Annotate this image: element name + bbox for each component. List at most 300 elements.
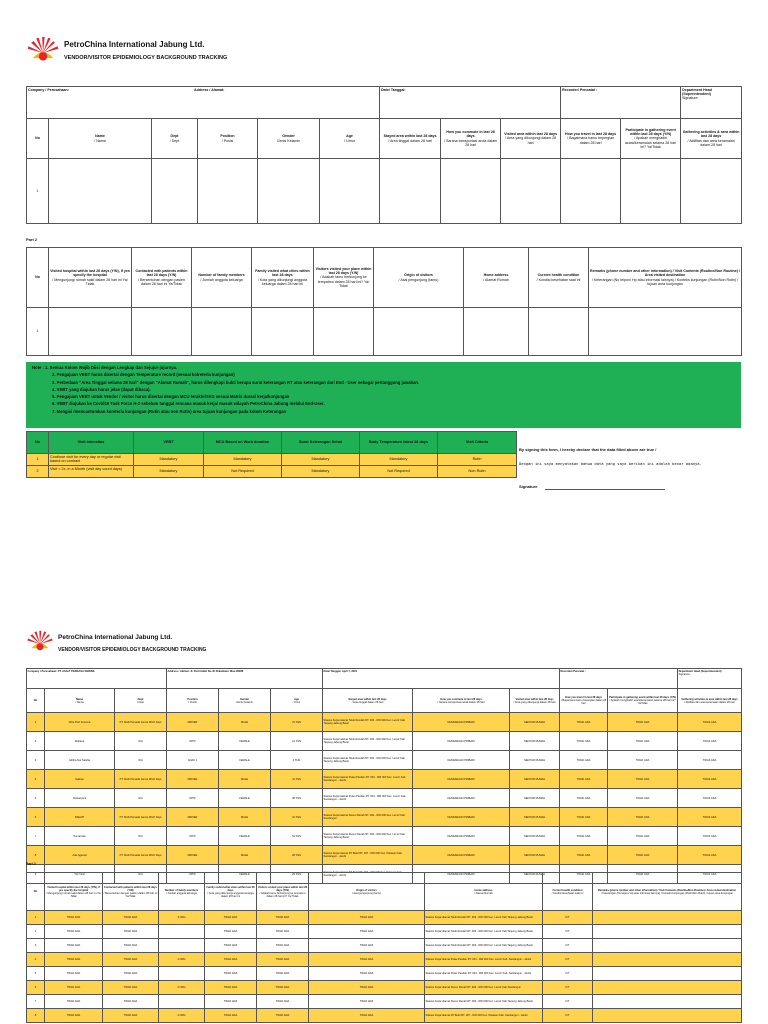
p2-cell-health[interactable] [529,308,589,356]
filled-p2-cell-fam[interactable]: 3 ORG [159,911,205,925]
filled-cell-name[interactable]: Aditha Nur Salsha [45,751,115,770]
filled-p2-cell-city[interactable]: TIDAK ADA [205,939,257,953]
filled-cell-gather[interactable]: TIDAK ADA [608,770,678,789]
filled-p2-cell-home[interactable]: Stasius Kerja/ alamat Pulau Pandan RT. 003 - RW 000 Kec. Lencir Kab. Sarolangun - Jambi [425,967,543,981]
part1-row [27,159,742,224]
filled-cell-age[interactable]: 41 THN [271,770,323,789]
filled-cell-commute[interactable]: KENDARAAN PRIBADI [413,865,510,884]
p1-cell-visit[interactable] [501,159,561,224]
filled-cell-dept[interactable]: N/A [115,789,167,808]
filled-p2-cell-health[interactable]: FIT [543,981,593,995]
p1-h-5: Age / Umur [320,119,380,159]
filled-cell-stay[interactable]: Stasius Kerja/ alamat Pulau Pandan RT. 003 - RW 000 Kec. Lencir Kab. Sarolangun - Jambi [323,770,413,789]
filled-cell-name[interactable]: Wira Putri Kusuma [45,713,115,732]
p2-address: Address / Alamat: Jl. Parit Indah No.45 Pekanbaru Riau 28288 [167,669,244,673]
filled-cell-pos[interactable]: IRTR [167,789,219,808]
filled-p2-cell-remarks[interactable] [593,1009,742,1023]
filled-cell-gather[interactable]: TIDAK ADA [608,751,678,770]
filled-cell-age[interactable]: 38 THN [271,789,323,808]
guide-h: Surat Keterangan Sehat [282,432,360,454]
filled-p2-cell-home[interactable]: Stasius Kerja/ alamat Teluk Rendah RT. 003 - RW 000 Kec. Lencir Kab Tanjung Jabung Barat [425,925,543,939]
filled-cell-pos[interactable]: IRTR [167,827,219,846]
filled-p2-cell-health[interactable]: FIT [543,953,593,967]
filled-cell-dept[interactable]: N/A [115,732,167,751]
filled-cell-age[interactable]: 31 THN [271,713,323,732]
note-line: Note : 1. Semua Kolom Wajib Diisi dengan Lengkap dan Sejujur-jujurnya. [32,365,178,370]
filled-p2-cell-visitors[interactable]: TIDAK ADA [257,995,309,1009]
filled-p2-cell-origin[interactable]: TIDAK ADA [309,981,425,995]
filled-cell-travel[interactable]: TIDAK ADA [560,846,608,865]
p2-h-5: Visitors visited your place within last 28 days (Y/N) / Adakah tamu berkunjung ke tempatmu dalam 28 hari ini? Ya/ Tidak [314,248,374,308]
fh2: Family visited what cities within last 28 days / Kota yang dikunjungi anggota keluarga dalam 28 hari ini [205,873,257,911]
filled-cell-stay[interactable]: Stasius Kerja/ alamat Teluk Rendah RT. 003 - RW 000 Kec. Lencir Kab Tanjung Jabung Barat [323,713,413,732]
filled-cell-age[interactable]: 21 THN [271,732,323,751]
note-line: 2. Pengajuan VEBT harus disertai dengan Temperature record (sesuai kolreteria kunjungan) [52,372,235,378]
filled-p2-cell-origin[interactable]: TIDAK ADA [309,967,425,981]
p1-cell-gender[interactable] [258,159,320,224]
filled-cell-no[interactable]: 9 [27,865,45,884]
filled-p2-row [27,981,742,995]
filled-cell-no[interactable]: 5 [27,789,45,808]
filled-cell-act[interactable]: TIDAK ADA [678,751,742,770]
p1-cell-travel[interactable] [561,159,621,224]
filled-cell-age[interactable]: 4 THN [271,751,323,770]
filled-p2-cell-contact[interactable]: TIDAK ADA [103,911,159,925]
filled-cell-gather[interactable]: TIDAK ADA [608,808,678,827]
filled-p2-cell-no[interactable]: 2 [27,925,45,939]
company-label: Company / Perusahaan: [28,88,69,92]
filled-cell-visit[interactable]: SEKITAR RUMAH [510,751,560,770]
filled-p2-cell-fam[interactable] [159,925,205,939]
filled-cell-gender[interactable]: FEMALE [219,865,271,884]
filled-p2-cell-no[interactable]: 5 [27,967,45,981]
fh2: Remarks (phone number and other information) / Visit Contents (Routine/Non Routine) / Area visited destination / Keterangan (No telpon/ Hp atau informasi lainnya) / Konteks kunjungan (Rutin/Non Rutin) / tujuan area kunjungan [593,873,742,911]
fh2: Current health condition / Kondisi kesehatan saat ini [543,873,593,911]
guide-row [27,454,517,466]
filled-p2-cell-remarks[interactable] [593,925,742,939]
filled-p2-cell-fam[interactable] [159,995,205,1009]
p1-cell-age[interactable] [320,159,380,224]
filled-cell-act[interactable]: TIDAK ADA [678,789,742,808]
filled-cell-no[interactable]: 6 [27,808,45,827]
filled-cell-travel[interactable]: TIDAK ADA [560,808,608,827]
filled-p2-cell-no[interactable]: 8 [27,1009,45,1023]
filled-p2-cell-remarks[interactable] [593,995,742,1009]
filled-cell-dept[interactable]: PT. Multi Persada Gemis MGO Dept [115,808,167,827]
filled-cell-travel[interactable]: TIDAK ADA [560,789,608,808]
p2-date-field[interactable] [323,669,560,689]
filled-cell-commute[interactable]: KENDARAAN PRIBADI [413,732,510,751]
notes-box [26,362,741,428]
filled-cell-travel[interactable]: TIDAK ADA [560,732,608,751]
p2-cell-visitors[interactable] [314,308,374,356]
filled-cell-visit[interactable]: SEKITAR RUMAH [510,808,560,827]
filled-p2-cell-fam[interactable] [159,939,205,953]
filled-cell-gather[interactable]: TIDAK ADA [608,732,678,751]
p1-cell-commute[interactable] [441,159,501,224]
p1-h-7: How you commute in last 28 days / Sarana transportasi anda dalam 28 hari [441,119,501,159]
filled-cell-commute[interactable]: KENDARAAN PRIBADI [413,827,510,846]
filled-p2-cell-no[interactable]: 7 [27,995,45,1009]
p2-cell-contact[interactable] [132,308,192,356]
filled-cell-gather[interactable]: TIDAK ADA [608,865,678,884]
filled-cell-gather[interactable]: TIDAK ADA [608,789,678,808]
filled-part1-table [26,668,742,884]
p2-h-1: Visited hospital within last 28 days (Y/N), if yes specify the hospital / Mengunjungi rumah sakit dalam 28 hari ini Ya/ Tidak [49,248,132,308]
guide-row [27,466,517,478]
filled-p2-cell-contact[interactable]: TIDAK ADA [103,981,159,995]
note-line: 5. Pengajuan VEBT untuk Vendor / visitor harus disertai dengan MCU terakhr/SKS sesuai Matrix durasi kerja/kunjungan [52,394,290,400]
fh2: Number of family members / Jumlah anggota keluarga [159,873,205,911]
filled-p2-row [27,1009,742,1023]
filled-p2-cell-remarks[interactable] [593,967,742,981]
filled-table-row [27,713,742,732]
p1-cell-name[interactable] [49,159,152,224]
filled-cell-travel[interactable]: TIDAK ADA [560,751,608,770]
filled-p2-cell-hosp[interactable]: TIDAK ADA [45,925,103,939]
declaration-en: By signing this form, I hereby declare that the data filled above are true / [519,447,657,452]
p2-dept-head: Department Head (Superintendent) [678,669,722,673]
filled-cell-gender[interactable]: MALE [219,713,271,732]
filled-cell-act[interactable]: TIDAK ADA [678,827,742,846]
guide-cell: Mandatory [360,454,438,466]
filled-cell-no[interactable]: 8 [27,846,45,865]
p2-date: Date/ Tanggal: April 7, 2021 [323,669,358,673]
filled-p2-cell-visitors[interactable]: TIDAK ADA [257,939,309,953]
filled-p2-cell-origin[interactable]: TIDAK ADA [309,925,425,939]
p2-cell-origin[interactable] [374,308,464,356]
p2-signature: Signature: [678,672,691,676]
filled-cell-pos[interactable]: IRTR [167,732,219,751]
note-line: 6. VEBT diajukan ke Covid19 Task Force H-2 sebelum tanggal rencana masuk kerja/ masuk wilayah PetroChina Jabung melalui End-User. [52,401,325,407]
p2-cell-cities[interactable] [252,308,314,356]
petrochina-logo-icon [26,36,60,70]
p1-cell-stay[interactable] [380,159,441,224]
filled-cell-visit[interactable]: SEKITAR RUMAH [510,789,560,808]
guide-h: No [27,432,49,454]
filled-p2-cell-remarks[interactable] [593,939,742,953]
filled-cell-age[interactable]: 51 THN [271,827,323,846]
filled-cell-gender[interactable]: MALE [219,770,271,789]
filled-cell-no[interactable]: 4 [27,770,45,789]
filled-p2-cell-home[interactable]: Stasius Kerja/ alamat Teluk Rendah RT. 003 - RW 000 Kec. Lencir Kab Tanjung Jabung Barat [425,911,543,925]
p1-h-8: Visited area within last 28 days / Area yang dikunjungi dalam 28 hari [501,119,561,159]
filled-cell-gender[interactable]: FEMALE [219,827,271,846]
p1-cell-gather[interactable] [621,159,681,224]
filled-cell-name[interactable]: Yuli Yanti [45,865,115,884]
guide-h: Visit Intensitas [49,432,134,454]
filled-cell-age[interactable]: 41 THN [271,808,323,827]
filled-p2-cell-no[interactable]: 1 [27,911,45,925]
guide-header-row [27,432,517,454]
filled-cell-stay[interactable]: Stasius Kerja/ alamat RT Bukit RT. 007 - RW 000 Kec. Pelawan Kab. Sarolangun - Jambi [323,846,413,865]
visit-guide-table [26,431,517,478]
filled-p2-cell-hosp[interactable]: TIDAK ADA [45,1009,103,1023]
filled-cell-visit[interactable]: SEKITAR RUMAH [510,827,560,846]
filled-p2-cell-origin[interactable]: TIDAK ADA [309,911,425,925]
filled-cell-no[interactable]: 3 [27,751,45,770]
filled-p2-cell-home[interactable]: Stasius Kerja/ alamat Dusun Renah RT. 004 - RW 000 Kec. Lencir Kab Sarolangun [425,981,543,995]
filled-cell-pos[interactable]: ANAK 1 [167,751,219,770]
filled-cell-travel[interactable]: TIDAK ADA [560,770,608,789]
filled-p2-cell-health[interactable]: FIT [543,1009,593,1023]
filled-table-row [27,751,742,770]
filled-p2-cell-home[interactable]: Stasius Kerja/ alamat Pulau Pandan RT. 003 - RW 000 Kec. Lencir Kab. Sarolangun - Jambi [425,953,543,967]
filled-cell-gender[interactable]: FEMALE [219,751,271,770]
filled-p2-cell-hosp[interactable]: TIDAK ADA [45,953,103,967]
guide-cell: 2 [27,466,49,478]
filled-cell-name[interactable]: RAHATI [45,808,115,827]
filled-cell-travel[interactable]: TIDAK ADA [560,827,608,846]
filled-cell-commute[interactable]: KENDARAAN PRIBADI [413,789,510,808]
filled-p2-cell-visitors[interactable]: TIDAK ADA [257,967,309,981]
filled-p2-cell-health[interactable]: FIT [543,939,593,953]
page1-header [26,36,227,70]
p2-cell-hospital[interactable] [49,308,132,356]
filled-cell-dept[interactable]: PT. Multi Persada Gemis MGO Dept [115,770,167,789]
filled-p2-cell-health[interactable]: FIT [543,995,593,1009]
filled-cell-no[interactable]: 7 [27,827,45,846]
p2-h-9: Remarks (phone number and other information) / Visit Contents (Routine/Non Routine) / Area visited destination / Keterangan (No telpon/ Hp atau informasi lainnya) / Konteks kunjungan (Rutin/Non Rutin) / tujuan area kunjungan [589,248,742,308]
filled-p2-cell-contact[interactable]: TIDAK ADA [103,925,159,939]
filled-header-row [27,689,742,713]
filled-p2-cell-visitors[interactable]: TIDAK ADA [257,953,309,967]
filled-p2-cell-visitors[interactable]: TIDAK ADA [257,911,309,925]
filled-p2-cell-city[interactable]: TIDAK ADA [205,925,257,939]
filled-cell-name[interactable]: Rustanyani [45,789,115,808]
filled-p2-cell-home[interactable]: Stasius Kerja/ alamat Dusun Renah RT. 004 - RW 000 Kec. Lencir Kab Tanjung Jabung Barat [425,995,543,1009]
filled-cell-name[interactable]: Sumarwati [45,827,115,846]
address-label: Address / Alamat: [194,88,225,92]
filled-p2-cell-city[interactable]: TIDAK ADA [205,981,257,995]
guide-cell: Visit < 2x, in a Month (visit day count days) [49,466,134,478]
filled-p2-cell-contact[interactable]: TIDAK ADA [103,1009,159,1023]
filled-table-row [27,808,742,827]
filled-cell-act[interactable]: TIDAK ADA [678,808,742,827]
filled-cell-stay[interactable]: Stasius Kerja/ alamat Dusun Renah RT. 004 - RW 000 Kec. Lencir Kab Sarolangun [323,808,413,827]
page2-header [26,630,206,658]
filled-cell-name[interactable]: Rukiana [45,732,115,751]
signature-label: Signature: [682,96,699,101]
filled-cell-dept[interactable]: N/A [115,827,167,846]
filled-cell-commute[interactable]: KENDARAAN PRIBADI [413,713,510,732]
guide-cell: Mandatory [134,454,204,466]
filled-cell-stay[interactable]: Stasius Kerja/ alamat Pulau Pandan RT. 003 - RW 000 Kec. Lencir Kab. Sarolangun - Jambi [323,789,413,808]
filled-cell-age[interactable]: 29 THN [271,865,323,884]
filled-cell-gender[interactable]: MALE [219,808,271,827]
fh: No [27,689,45,713]
filled-p2-cell-hosp[interactable]: TIDAK ADA [45,911,103,925]
filled-p2-cell-hosp[interactable]: TIDAK ADA [45,981,103,995]
filled-cell-gather[interactable]: TIDAK ADA [608,713,678,732]
filled-p2-cell-visitors[interactable]: TIDAK ADA [257,981,309,995]
p1-cell-dept[interactable] [152,159,198,224]
part2-label: Part 2 [26,237,38,242]
filled-p2-row [27,995,742,1009]
part2-header-row [27,248,742,308]
filled-p2-row [27,939,742,953]
company-name: PetroChina International Jabung Ltd. [58,634,173,641]
filled-p2-cell-origin[interactable]: TIDAK ADA [309,995,425,1009]
filled-p2-cell-no[interactable]: 6 [27,981,45,995]
filled-p2-cell-city[interactable]: TIDAK ADA [205,953,257,967]
filled-cell-commute[interactable]: KENDARAAN PRIBADI [413,751,510,770]
fh: Participate in gathering event within last 28 days (Y/N) / Apakah menghadiri acara/keramaian selama 28 hari ini? Ya/Tidak [608,689,678,713]
filled-p2-cell-origin[interactable]: TIDAK ADA [309,953,425,967]
fh2: Origin of visitors / Asal pengunjung (tamu) [309,873,425,911]
filled-p2-cell-remarks[interactable] [593,981,742,995]
filled-p2-cell-remarks[interactable] [593,953,742,967]
p2-recorder-field[interactable] [560,669,678,689]
filled-p2-cell-contact[interactable]: TIDAK ADA [103,953,159,967]
filled-cell-no[interactable]: 2 [27,732,45,751]
filled-p2-cell-fam[interactable]: 2 ORG [159,981,205,995]
fh: How you travel in last 28 days / Bagaimana kamu bepergian dalam 28 hari [560,689,608,713]
filled-cell-act[interactable]: TIDAK ADA [678,770,742,789]
filled-p2-cell-fam[interactable]: 2 ORG [159,1009,205,1023]
filled-cell-gender[interactable]: FEMALE [219,732,271,751]
filled-cell-stay[interactable]: Stasius Kerja/ alamat Dusun Renah RT. 004 - RW 000 Kec. Lencir Kab Tanjung Jabung Barat [323,827,413,846]
filled-cell-dept[interactable]: N/A [115,751,167,770]
filled-cell-name[interactable]: Sukiran [45,770,115,789]
filled-p2-cell-hosp[interactable]: TIDAK ADA [45,939,103,953]
filled-p2-cell-city[interactable]: TIDAK ADA [205,967,257,981]
filled-table-row [27,789,742,808]
filled-cell-dept[interactable]: PT. Multi Persada Gemis MGO Dept [115,846,167,865]
company-field[interactable] [27,87,380,119]
filled-p2-cell-hosp[interactable]: TIDAK ADA [45,967,103,981]
filled-cell-visit[interactable]: SEKITAR RUMAH [510,865,560,884]
filled-cell-act[interactable]: TIDAK ADA [678,732,742,751]
filled-cell-gather[interactable]: TIDAK ADA [608,846,678,865]
fh2: No [27,873,45,911]
filled-p2-cell-contact[interactable]: TIDAK ADA [103,995,159,1009]
filled-p2-cell-health[interactable]: FIT [543,967,593,981]
filled-cell-pos[interactable]: DRIVER [167,808,219,827]
filled-cell-pos[interactable]: DRIVER [167,713,219,732]
p2-h-3: Number of family members / Jumlah anggota keluarga [192,248,252,308]
filled-p2-row [27,953,742,967]
p2-cell-home[interactable] [464,308,529,356]
filled-cell-travel[interactable]: TIDAK ADA [560,713,608,732]
p1-h-3: Position / Posisi [198,119,258,159]
p2-company-field[interactable] [27,669,167,689]
p1-h-2: Dept / Dept [152,119,198,159]
fh: Gender /Jenis Kelamin [219,689,271,713]
filled-cell-pos[interactable]: DRIVER [167,846,219,865]
filled-cell-gender[interactable]: FEMALE [219,789,271,808]
p1-cell-position[interactable] [198,159,258,224]
fh2: Visitors visited your place within last 28 days (Y/N) / Adakah tamu berkunjung ke tempatmu dalam 28 hari ini? Ya/ Tidak [257,873,309,911]
filled-cell-act[interactable]: TIDAK ADA [678,865,742,884]
filled-cell-visit[interactable]: SEKITAR RUMAH [510,770,560,789]
filled-p2-cell-health[interactable]: FIT [543,911,593,925]
filled-cell-visit[interactable]: SEKITAR RUMAH [510,713,560,732]
filled-p2-cell-no[interactable]: 3 [27,939,45,953]
fh: Age / Umur [271,689,323,713]
filled-cell-travel[interactable]: TIDAK ADA [560,865,608,884]
date-label: Date/ Tanggal: [381,88,406,92]
fh: Gathering activities & area within last 28 days / Aktifitas dan area keramaian dalam 28 hari [678,689,742,713]
filled-cell-age[interactable]: 28 THN [271,846,323,865]
filled-p2-cell-city[interactable]: TIDAK ADA [205,995,257,1009]
guide-cell: Mandatory [282,454,360,466]
p2-address-field[interactable] [167,669,323,689]
p1-cell-activity[interactable] [681,159,742,224]
filled-p2-cell-remarks[interactable] [593,911,742,925]
filled-p2-cell-visitors[interactable]: TIDAK ADA [257,925,309,939]
fh2: Visited hospital within last 28 days (Y/N), if yes specify the hospital / Mengunjungi rumah sakit dalam 28 hari ini Ya/ Tidak [45,873,103,911]
filled-part2-table [26,872,742,1023]
filled-cell-stay[interactable]: Stasius Kerja/ alamat Teluk Rendah RT. 003 - RW 000 Kec. Lencir Kab Tanjung Jabung Barat [323,732,413,751]
p1-h-0: No [27,119,49,159]
filled-cell-stay[interactable]: Stasius Kerja/ alamat Teluk Rendah RT. 003 - RW 000 Kec. Lencir Kab Tanjung Jabung Barat [323,751,413,770]
p1-h-10: Participate in gathering event within last 28 days (Y/N) / Apakah menghadiri acara/keramaian selama 28 hari ini? Ya/Tidak [621,119,681,159]
p2-h-8: Current health condition / Kondisi kesehatan saat ini [529,248,589,308]
filled-p2-cell-fam[interactable]: 2 ORG [159,953,205,967]
p1-h-9: How you travel in last 28 days / Bagaimana kamu bepergian dalam 28 hari [561,119,621,159]
fh: Position / Posisi [167,689,219,713]
filled-cell-visit[interactable]: SEKITAR RUMAH [510,732,560,751]
p2-cell-remarks[interactable] [589,308,742,356]
filled-cell-act[interactable]: TIDAK ADA [678,713,742,732]
filled-cell-name[interactable]: Ade Agamal [45,846,115,865]
filled-cell-pos[interactable]: IRTR [167,865,219,884]
filled-p2-cell-contact[interactable]: TIDAK ADA [103,939,159,953]
filled-p2-cell-origin[interactable]: TIDAK ADA [309,1009,425,1023]
filled-cell-commute[interactable]: KENDARAAN PRIBADI [413,808,510,827]
p2-row-no: 1 [27,308,49,356]
signature-line[interactable] [545,489,665,490]
p2-recorder: Recorder/ Pencatat : [560,669,586,673]
filled-p2-cell-home[interactable]: Stasius Kerja/ alamat RT Bukit RT. 007 - RW 000 Kec. Pelawan Kab. Sarolangun - Jambi [425,1009,543,1023]
date-field[interactable] [380,87,561,119]
filled-p2-cell-origin[interactable]: TIDAK ADA [309,939,425,953]
filled-cell-pos[interactable]: DRIVER [167,770,219,789]
filled-p2-cell-health[interactable]: FIT [543,925,593,939]
filled-p2-cell-visitors[interactable]: TIDAK ADA [257,1009,309,1023]
filled-p2-cell-hosp[interactable]: TIDAK ADA [45,995,103,1009]
filled-cell-act[interactable]: TIDAK ADA [678,846,742,865]
guide-cell: Mandatory [204,454,282,466]
filled-cell-visit[interactable]: SEKITAR RUMAH [510,846,560,865]
filled-cell-dept[interactable]: N/A [115,865,167,884]
p2-dept-head-field[interactable] [678,669,742,689]
filled-p2-cell-city[interactable]: TIDAK ADA [205,911,257,925]
filled-cell-commute[interactable]: KENDARAAN PRIBADI [413,770,510,789]
filled-cell-gather[interactable]: TIDAK ADA [608,827,678,846]
p1-row-no: 1 [27,159,49,224]
filled-table-row [27,827,742,846]
filled-p2-cell-city[interactable]: TIDAK ADA [205,1009,257,1023]
fh: Name / Nama [45,689,115,713]
filled-p2-cell-no[interactable]: 4 [27,953,45,967]
filled-cell-commute[interactable]: KENDARAAN PRIBADI [413,846,510,865]
filled-cell-no[interactable]: 1 [27,713,45,732]
guide-cell: Non Rutin [438,466,517,478]
filled-p2-cell-home[interactable]: Stasius Kerja/ alamat Teluk Rendah RT. 003 - RW 000 Kec. Lencir Kab Tanjung Jabung Barat [425,939,543,953]
guide-cell: 1 [27,454,49,466]
filled-cell-stay[interactable]: Stasius Kerja/ alamat RT Bukit RT. 007 - RW 000 Kec. Pelawan Kab. Sarolangun - Jambi [323,865,413,884]
dept-head-field[interactable] [681,87,742,119]
filled-p2-cell-contact[interactable]: TIDAK ADA [103,967,159,981]
p2-cell-family[interactable] [192,308,252,356]
filled-cell-dept[interactable]: PT. Multi Persada Gemis MGO Dept [115,713,167,732]
filled-p2-cell-fam[interactable] [159,967,205,981]
recorder-field[interactable] [561,87,681,119]
guide-h: Visit Criteria [438,432,517,454]
filled-cell-gender[interactable]: MALE [219,846,271,865]
